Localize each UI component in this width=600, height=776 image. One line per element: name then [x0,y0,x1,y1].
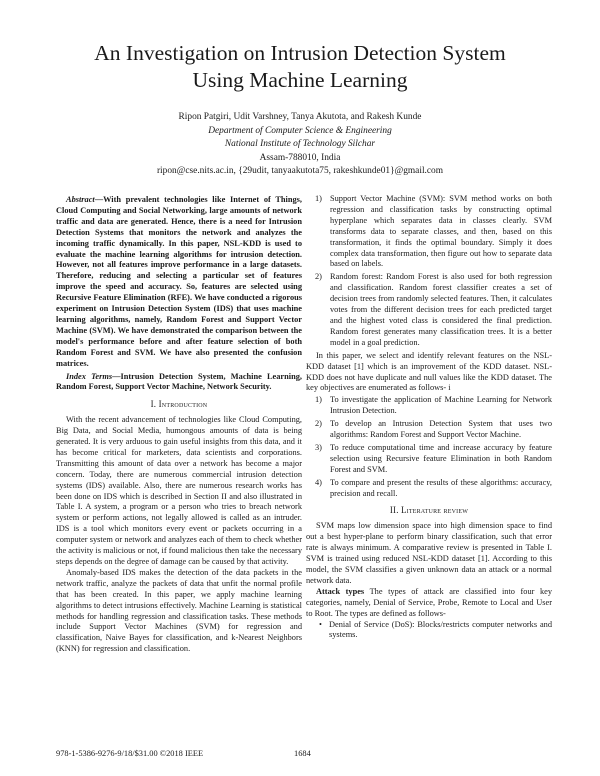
intro-paragraph-1: With the recent advancement of technologies like Cloud Computing, Big Data, and Social Media, humongous amounts of data is being generated. It is very arduous to gain useful insights from this data, and it has become critical for marketers, data scientists and corporations. Transmitting this amount of data over a network has become a major concern. Today, there are numerous commercial intrusion detection systems (IDS) available. Also, there are numerous research works has been done on IDS which is described in Section II and also illustrated in Table I. A system, a program or a person who tries to breach network system or perform actions, not legally allowed is called as an intruder. IDS is a tool which monitors every event or packets occurring in a computer system or network and analyzes each of them to check whether the activity is malicious or not, if found malicious then take the necessary steps depends on the degree of damage can be caused by that activity. [56,415,302,566]
list-item-number: 3) [315,442,322,452]
list-item-text: Support Vector Machine (SVM): SVM method works on both regression and classification tasks by constructing optimal hyperplane which separates data in classes clearly. SVM transforms data to separate classes, and then, based on this transformation, it finds the optimal boundary. Simply it does complex data transformation, then figure out how to separate data based on labels. [330,194,552,269]
literature-paragraph-1: SVM maps low dimension space into high dimension space to find out a best hyper-plane to perform binary classification, such that error rate is always minimum. A comparative review is presented in Table I. SVM is trained using reduced NSL-KDD dataset [1]. According to this model, the SVM classifies a given unknown data an attack or a normal network data. [306,521,552,585]
list-item-text: To investigate the application of Machine Learning for Network Intrusion Detection. [330,395,552,416]
title-line-2: Using Machine Learning [192,68,408,92]
list-item [315,442,552,476]
attack-types-label: Attack types [316,586,365,596]
author-institute: National Institute of Technology Silchar [224,139,376,149]
abstract-text: —With prevalent technologies like Internet of Things, Cloud Computing and Social Networking, large amounts of network traffic and data are generated. Hence, there is a need for Intrusion Detection Systems that monitors the network and analyzes the incoming traffic dynamically. In this paper, NSL-KDD is used to evaluate the machine learning algorithms for intrusion detection. However, not all features improve performance in a large datasets. Therefore, reducing and selecting a particular set of features improve the speed and accuracy. So, features are selected using Recursive Feature Elimination (RFE). We have conducted a rigorous experiment on Intrusion Detection System (IDS) that uses machine learning algorithms, namely, Random Forest and Support Vector Machine (SVM). We have demonstrated the comparison between the model's performance before and after feature selection of both Random Forest and SVM. We have also presented the confusion matrices. [56,195,302,368]
objectives-intro-paragraph: In this paper, we select and identify relevant features on the NSL-KDD dataset [1] which is an improvement of the KDD dataset. NSL-KDD does not have duplicate and null values like the KDD dataset. The key objectives are enumerated as follows- i [306,350,552,393]
title-line-1: An Investigation on Intrusion Detection System [94,41,506,65]
list-item-text: Random forest: Random Forest is also used for both regression and classification. Random forest classifier creates a set of decision trees from randomly selected features. Then, it calculates votes from the different decision trees for each predicted target and the highest voted class is considered the final prediction. Random forest generates many classification trees. It is a better model in a goal prediction. [330,272,552,347]
page-number: 1684 [294,749,311,758]
intro-paragraph-2: Anomaly-based IDS makes the detection of the data packets in the network traffic, analyze the packets of data that unfit the normal profile that has been created. In this paper, we apply machine learning algorithms to detect intrusions effectively. Machine Learning is statistical methods for handling regression and classification tasks. These methods include Support Vector Machines (SVM) for regression and classification, Naive Bayes for classification, and k-Nearest Neighbors (KNN) for regression and classification. [56,567,302,654]
author-block [40,111,560,179]
footer-isbn: 978-1-5386-9276-9/18/$31.00 ©2018 IEEE [56,749,204,758]
list-item-number: 2) [315,272,322,282]
list-item-text: To compare and present the results of these algorithms: accuracy, precision and recall. [330,477,552,498]
author-names: Ripon Patgiri, Udit Varshney, Tanya Akutota, and Rakesh Kunde [178,112,422,122]
list-item-text: To develop an Intrusion Detection System that uses two algorithms: Random Forest and Support Vector Machine. [330,419,552,440]
list-item [315,477,552,500]
list-item-number: 4) [315,477,322,487]
abstract-lead: Abstract [66,195,95,204]
list-item [315,194,552,270]
attack-types-list [306,620,552,642]
list-item [319,619,552,642]
list-item-text: Denial of Service (DoS): Blocks/restricts computer networks and systems. [329,619,552,640]
author-department: Department of Computer Science & Engineering [208,125,392,136]
author-location: Assam-788010, India [259,152,341,163]
list-item [315,419,552,441]
bullet-icon: • [319,619,322,629]
index-terms-text: —Intrusion Detection System, Machine Learning, Random Forest, Support Vector Machine, Network Security. [56,371,302,392]
abstract [56,195,302,370]
list-item-number: 1) [315,395,322,405]
section-heading-introduction: I. Introduction [150,399,208,410]
list-item-number: 2) [315,419,322,429]
attack-types-text: The types of attack are classified into four key categories, namely, Denial of Service, Probe, Remote to Local and User to Root. The types are defined as follows- [306,586,552,618]
list-item [315,272,552,348]
index-terms-lead: Index Terms [66,371,113,381]
left-column [56,195,302,655]
section-heading-literature-review: II. Literature review [389,505,469,516]
attack-types-paragraph [306,587,552,620]
right-column [306,194,552,641]
list-item [315,395,552,417]
list-item-number: 1) [315,194,322,203]
index-terms [56,372,302,394]
author-emails: ripon@cse.nits.ac.in, {29udit, tanyaakutota75, rakeshkunde01}@gmail.com [156,166,444,176]
paper-title [40,40,560,94]
list-item-text: To reduce computational time and increase accuracy by feature selection using Recursive feature Elimination in both Random Forest and SVM. [330,442,552,474]
objectives-list [306,395,552,499]
algorithm-list [306,194,552,349]
